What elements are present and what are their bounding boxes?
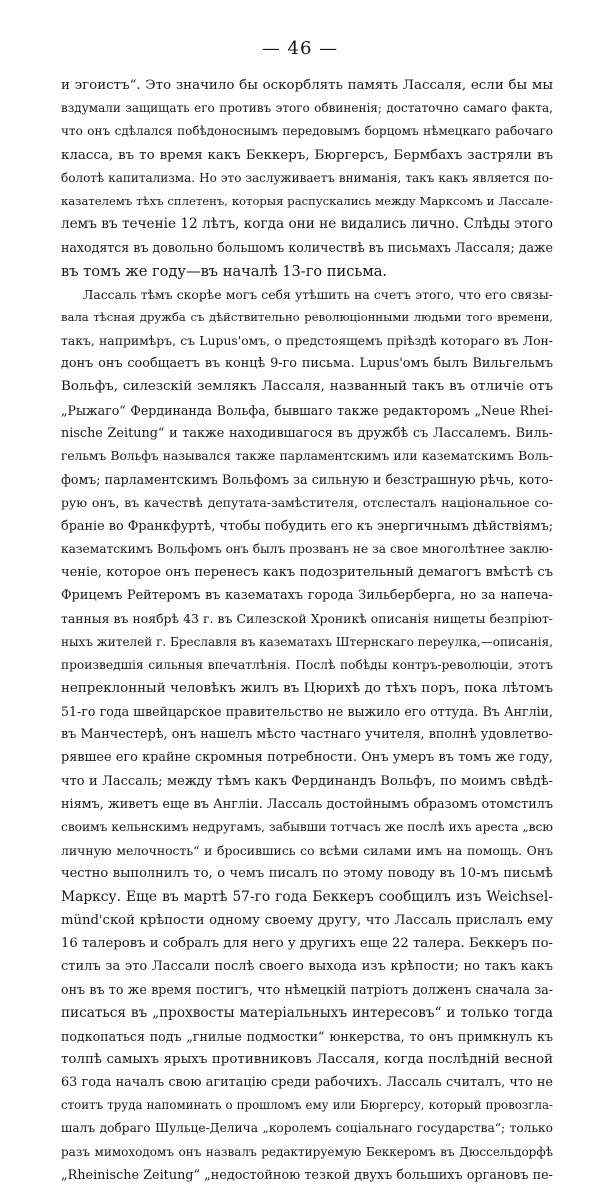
text-line: непреклонный человѣкъ жилъ въ Цюрихѣ до тѣхъ поръ, пока лѣтомъ (61, 680, 553, 696)
text-line: что и Лассаль; между тѣмъ какъ Фердинандъ Вольфъ, по моимъ свѣдѣ- (61, 773, 553, 789)
text-line: рую онъ, въ качествѣ депутата-замѣстителя, отслесталъ національное со- (61, 495, 553, 511)
text-line: болотѣ капитализма. Но это заслуживаетъ вниманія, такъ какъ является по- (61, 170, 553, 185)
text-line: 51-го года швейцарское правительство не выжило его оттуда. Въ Англіи, (61, 704, 553, 720)
text-line: онъ въ то же время постигъ, что нѣмецкій патріотъ долженъ сначала за- (61, 982, 553, 998)
text-line: честно выполнилъ то, о чемъ писалъ по этому поводу въ 10-мъ письмѣ (61, 866, 553, 882)
text-line: такъ, напримѣръ, съ Lupus'омъ, о предстоящемъ пріѣздѣ котораго въ Лон- (61, 333, 553, 349)
page-number: — 46 — (261, 38, 339, 59)
text-line: стоитъ труда напоминать о прошломъ ему или Бюргерсу, который провозгла- (61, 1098, 553, 1113)
text-line: толпѣ самыхъ ярыхъ противниковъ Лассаля, когда послѣдній весной (61, 1051, 553, 1067)
text-line: въ Манчестерѣ, онъ нашелъ мѣсто частнаго учителя, вполнѣ удовлетво- (61, 727, 553, 743)
text-line: münd'ской крѣпости одному своему другу, что Лассаль прислалъ ему (61, 912, 553, 928)
text-line: произведшія сильныя впечатлѣнія. Послѣ побѣды контръ-революціи, этотъ (61, 657, 553, 672)
text-line: въ томъ же году—въ началѣ 13-го письма. (61, 262, 388, 280)
text-line: гельмъ Вольфъ назывался также парламентскимъ или казематскимъ Воль- (61, 449, 553, 463)
text-line: ченіе, которое онъ перенесъ какъ подозрительный демагогъ вмѣстѣ съ (61, 564, 553, 580)
text-line: Фрицемъ Рейтеромъ въ казематахъ города Зильберберга, но за напеча- (61, 588, 553, 604)
text-line: Вольфъ, силезскій землякъ Лассаля, названный такъ въ отличіе отъ (61, 379, 553, 395)
text-line: писаться въ „прохвосты матеріальныхъ интересовъ“ и только тогда (61, 1004, 553, 1021)
text-line: рявшее его крайне скромныя потребности. Онъ умеръ въ томъ же году, (61, 750, 553, 766)
body-text (61, 74, 553, 1187)
text-line: казателемъ тѣхъ сплетенъ, которыя распускались между Марксомъ и Лассале- (61, 193, 553, 208)
text-line: и эгоистъ“. Это значило бы оскорблять память Лассаля, если бы мы (61, 78, 553, 93)
text-line: находятся въ довольно большомъ количествѣ въ письмахъ Лассаля; даже (61, 240, 554, 256)
text-line: своимъ кельнскимъ недругамъ, забывши тотчасъ же послѣ ихъ ареста „всю (61, 820, 553, 834)
text-line: шалъ добраго Шульце-Делича „королемъ соціальнаго государства“; только (61, 1121, 553, 1136)
text-line: „Рыжаго“ Фердинанда Вольфа, бывшаго также редакторомъ „Neue Rhei- (61, 402, 553, 418)
text-line: 63 года началъ свою агитацію среди рабочихъ. Лассаль считалъ, что не (61, 1075, 553, 1091)
text-line: класса, въ то время какъ Беккеръ, Бюргерсъ, Бермбахъ застряли въ (61, 147, 553, 163)
text-line: Марксу. Еще въ мартѣ 57-го года Беккеръ сообщилъ изъ Weichsel- (61, 888, 553, 905)
text-line: браніе во Франкфуртѣ, чтобы побудить его къ энергичнымъ дѣйствіямъ; (61, 518, 554, 534)
text-line: „Rheinische Zeitung“ „недостойною тезкой двухъ большихъ органовъ пе- (61, 1167, 553, 1183)
text-line: 16 талеровъ и собралъ для него у другихъ еще 22 талера. Беккеръ по- (61, 935, 553, 951)
text-line: донъ онъ сообщаетъ въ концѣ 9-го письма. Lupus'омъ былъ Вильгельмъ (61, 356, 553, 372)
text-line: стилъ за это Лассали послѣ своего выхода изъ крѣпости; но такъ какъ (61, 959, 553, 975)
text-line: разъ мимоходомъ онъ назвалъ редактируемую Беккеромъ въ Дюссельдорфѣ (61, 1144, 553, 1159)
text-line: nische Zeitung“ и также находившагося въ дружбѣ съ Лассалемъ. Виль- (61, 425, 553, 441)
text-line: танныя въ ноябрѣ 43 г. въ Силезской Хроникѣ описанія нищеты безпріют- (61, 611, 553, 627)
text-line: лемъ въ теченіе 12 лѣтъ, когда они не видались лично. Слѣды этого (61, 216, 553, 233)
text-line: что онъ сдѣлался побѣдоноснымъ передовымъ борцомъ нѣмецкаго рабочаго (61, 124, 553, 139)
text-line: казематскимъ Вольфомъ онъ былъ прозванъ не за свое многолѣтнее заклю- (61, 541, 553, 556)
text-line: вала тѣсная дружба съ дѣйствительно революціонными людьми того времени, (61, 309, 553, 324)
text-line: личную мелочность“ и бросившись со всѣми силами имъ на помощь. Онъ (61, 843, 553, 859)
text-line: вздумали защищать его противъ этого обвиненія; достаточно самаго факта, (61, 101, 553, 116)
text-line: ніямъ, живетъ еще въ Англіи. Лассаль достойнымъ образомъ отомстилъ (61, 796, 553, 812)
text-line: Лассаль тѣмъ скорѣе могъ себя утѣшить на счетъ этого, что его связы- (83, 286, 553, 302)
text-line: ныхъ жителей г. Бреславля въ казематахъ Штернскаго переулка,—описанія, (61, 634, 554, 649)
text-line: подкопаться подъ „гнилые подмостки“ юнкерства, то онъ примкнулъ къ (61, 1028, 553, 1044)
text-line: фомъ; парламентскимъ Вольфомъ за сильную и безстрашную рѣчь, кото- (61, 472, 553, 488)
